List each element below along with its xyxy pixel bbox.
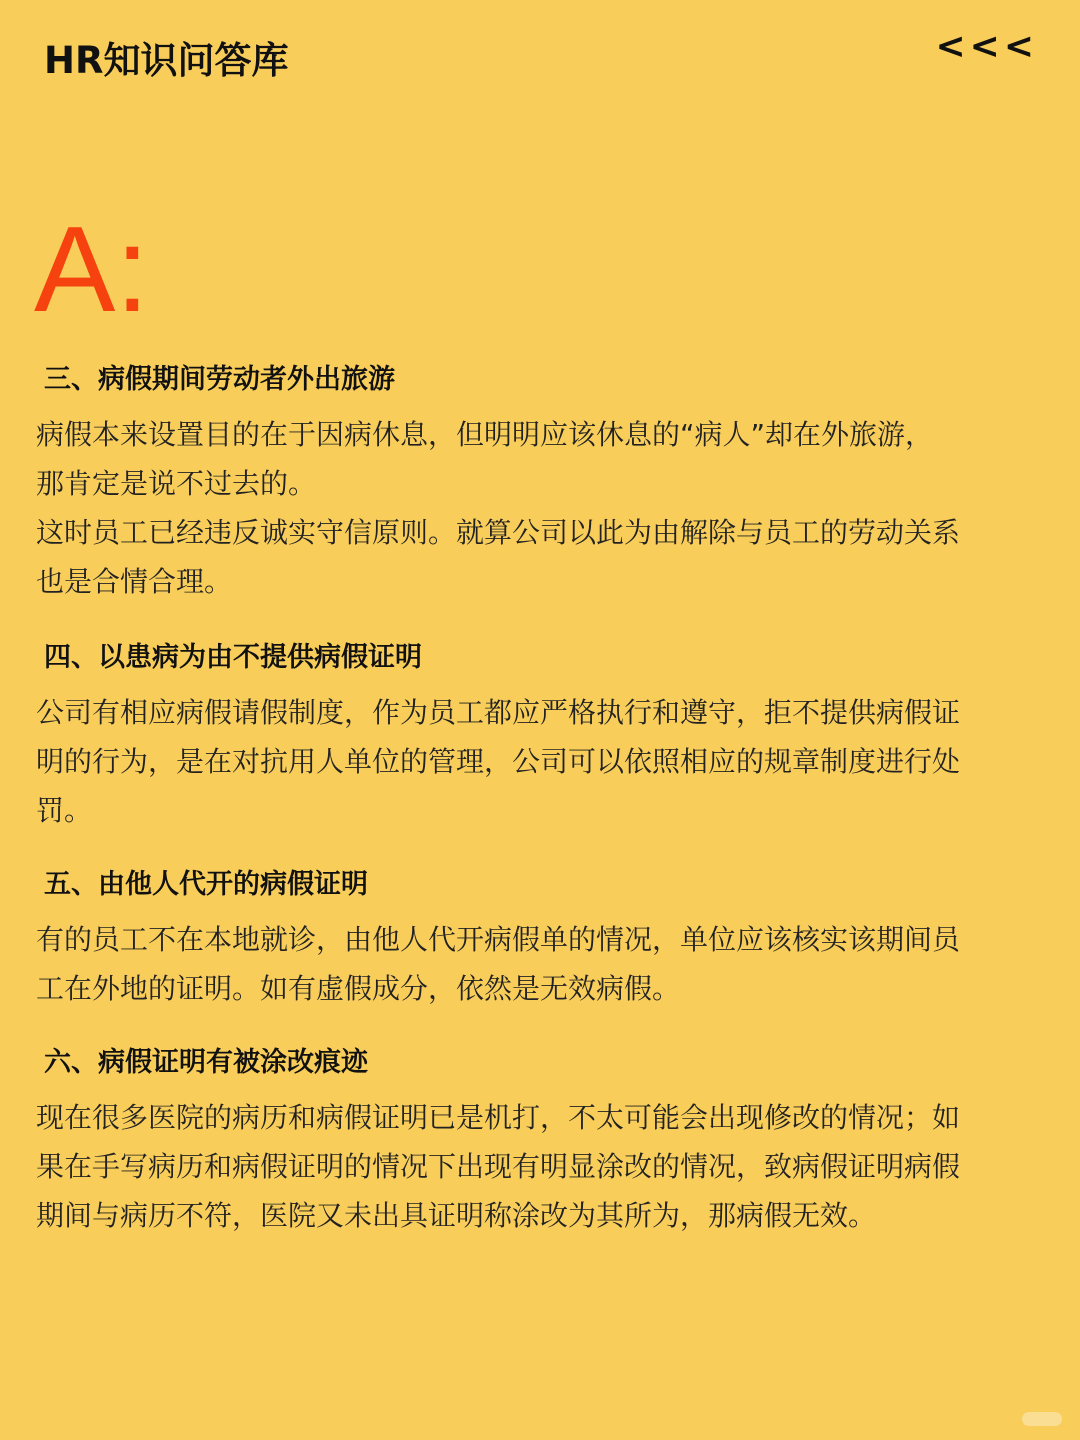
section-body [36,915,1036,1013]
body-line: 这时员工已经违反诚实守信原则。就算公司以此为由解除与员工的劳动关系 [36,516,961,549]
section-body [36,1093,1036,1240]
body-line: 现在很多医院的病历和病假证明已是机打，不太可能会出现修改的情况；如 [36,1101,961,1134]
back-arrows-icon[interactable]: <<< [935,26,1038,67]
section-3 [36,356,1036,606]
body-line: 也是合情合理。 [36,565,233,598]
body-line: 果在手写病历和病假证明的情况下出现有明显涂改的情况，致病假证明病假 [36,1150,961,1183]
body-line: 那肯定是说不过去的。 [36,467,317,500]
body-line: 明的行为，是在对抗用人单位的管理，公司可以依照相应的规章制度进行处 [36,745,961,778]
body-line: 期间与病历不符，医院又未出具证明称涂改为其所为，那病假无效。 [36,1199,877,1232]
body-line: 有的员工不在本地就诊，由他人代开病假单的情况，单位应该核实该期间员 [36,923,961,956]
body-line: 公司有相应病假请假制度，作为员工都应严格执行和遵守，拒不提供病假证 [36,696,961,729]
watermark-badge [1022,1412,1062,1426]
body-line: 工在外地的证明。如有虚假成分，依然是无效病假。 [36,972,681,1005]
body-line: 病假本来设置目的在于因病休息，但明明应该休息的“病人”却在外旅游， [36,418,934,451]
section-title: 三、病假期间劳动者外出旅游 [44,364,395,395]
section-4 [36,634,1036,835]
section-title: 五、由他人代开的病假证明 [44,869,368,900]
body-line: 罚。 [36,794,93,827]
section-title: 六、病假证明有被涂改痕迹 [44,1047,368,1078]
section-6 [36,1039,1036,1240]
answer-content [36,356,1036,1268]
section-title: 四、以患病为由不提供病假证明 [44,642,422,673]
section-5 [36,861,1036,1013]
page-title: HR知识问答库 [44,39,289,82]
section-body [36,688,1036,835]
section-body [36,410,1036,606]
answer-mark: A: [34,201,150,337]
